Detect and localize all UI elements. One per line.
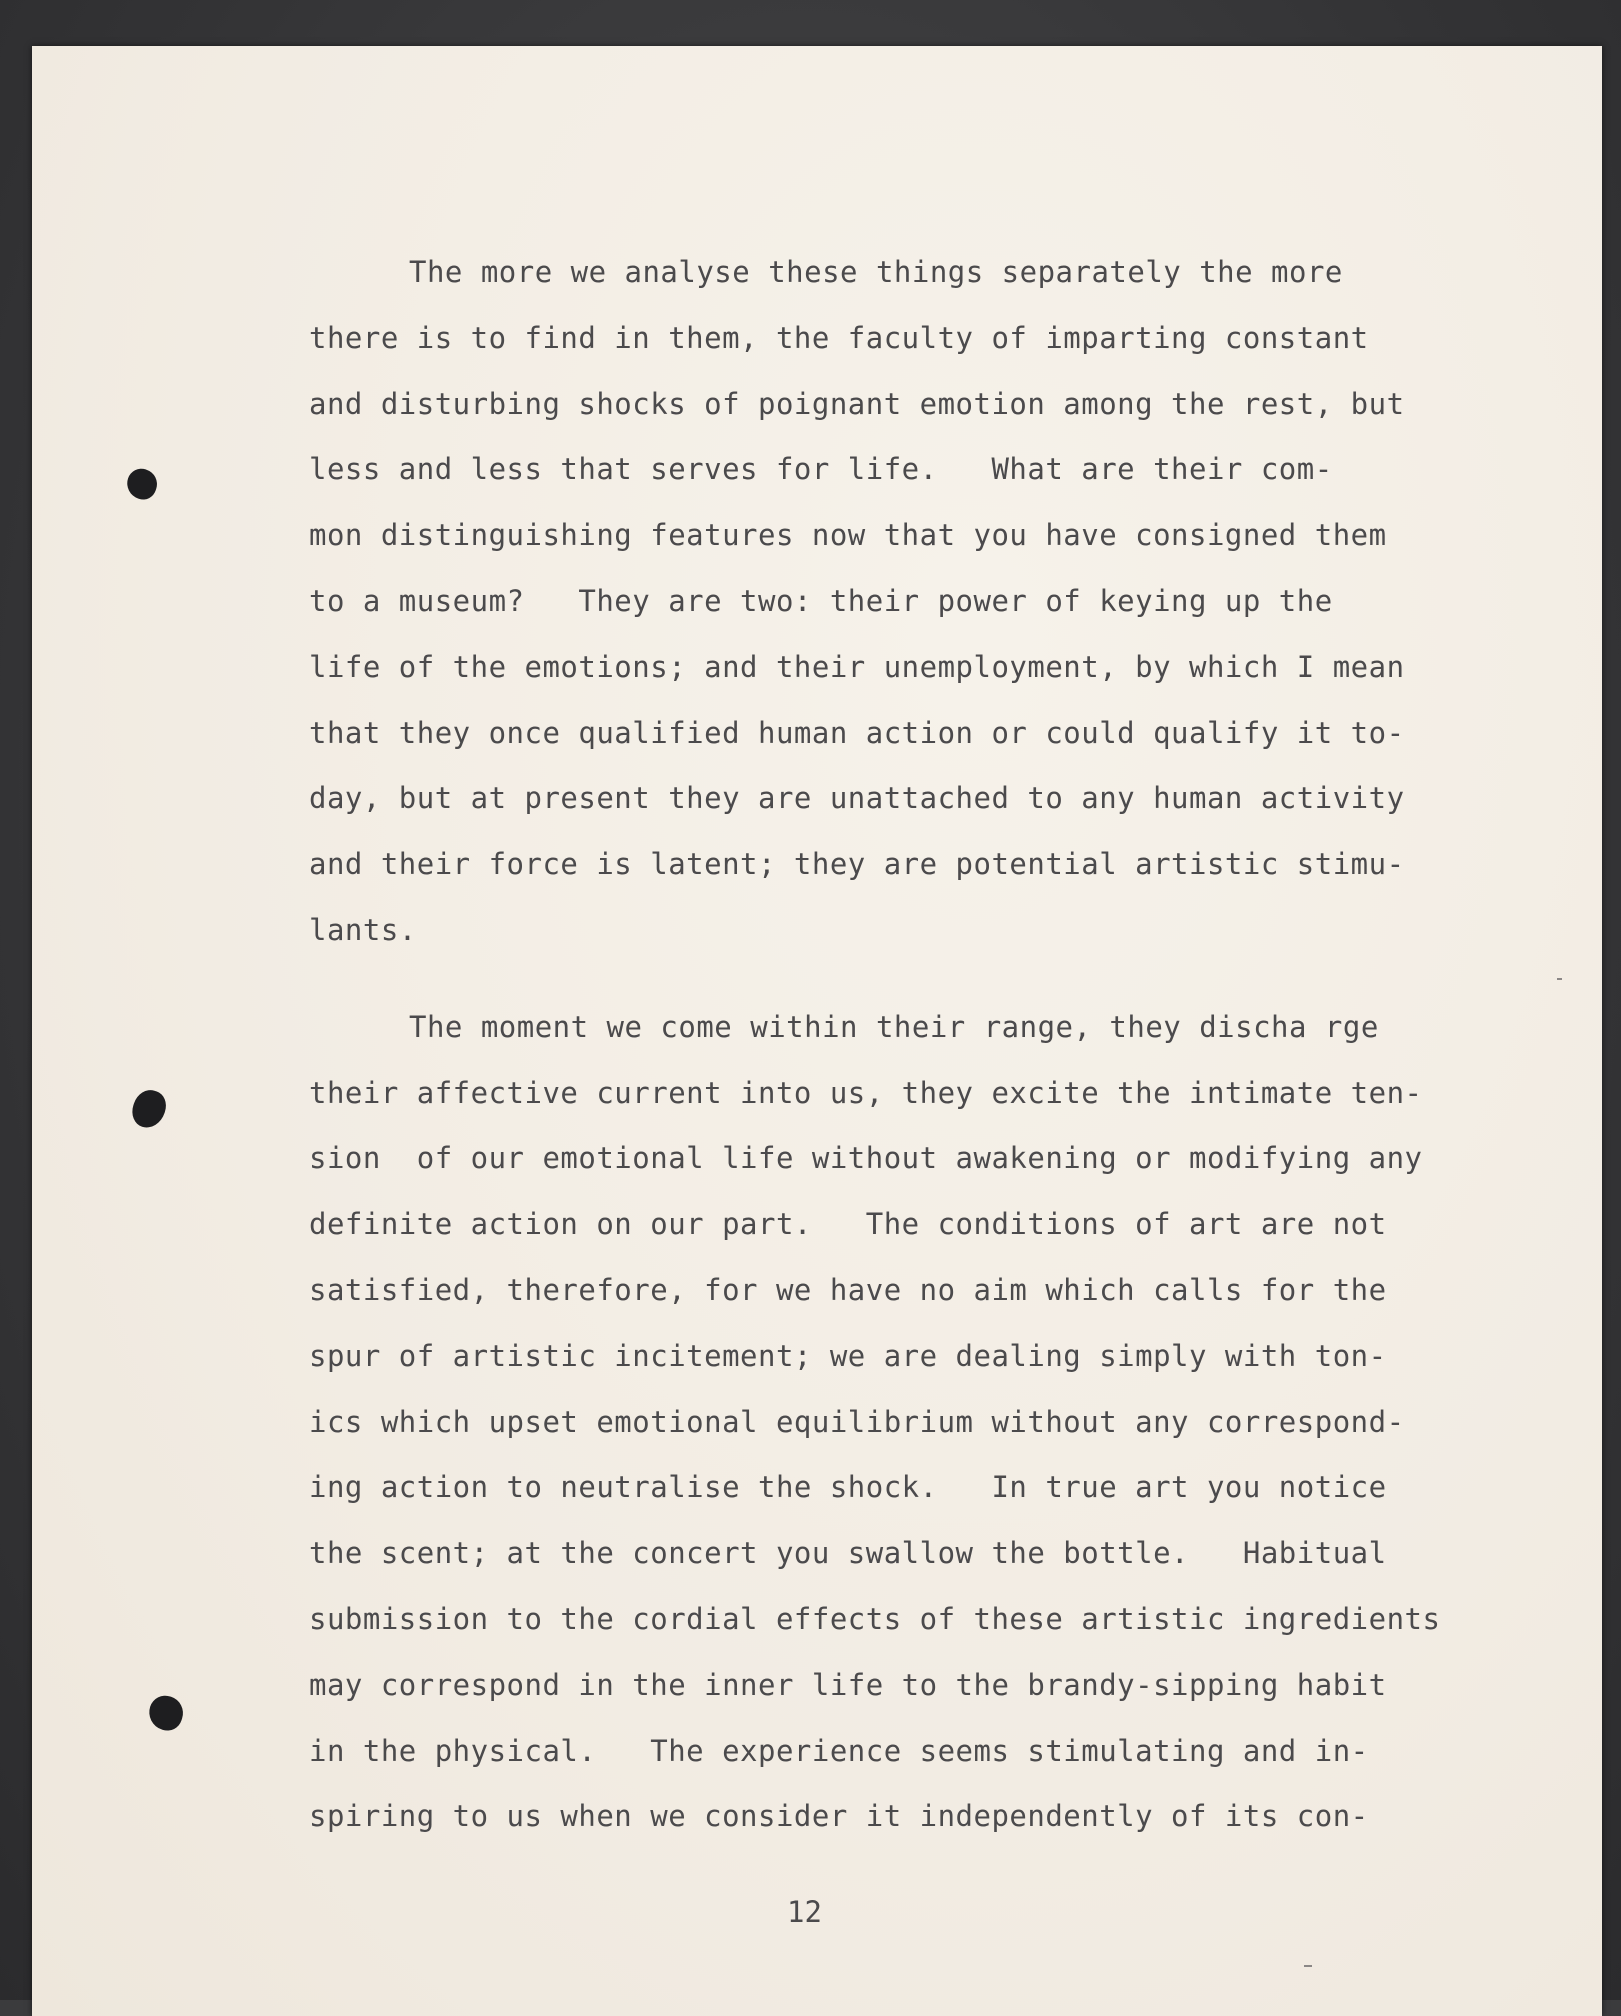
text-line: lants. xyxy=(309,912,417,947)
text-line: ics which upset emotional equilibrium without any correspond- xyxy=(309,1404,1405,1439)
body-text xyxy=(309,240,1569,1850)
text-line: The moment we come within their range, they discha rge xyxy=(409,1009,1379,1044)
text-line: and disturbing shocks of poignant emotion among the rest, but xyxy=(309,386,1405,421)
text-line: the scent; at the concert you swallow the bottle. Habitual xyxy=(309,1536,1387,1571)
text-line: spur of artistic incitement; we are dealing simply with ton- xyxy=(309,1338,1387,1373)
binder-hole-bottom xyxy=(145,1692,188,1735)
text-line: and their force is latent; they are potential artistic stimu- xyxy=(309,847,1405,882)
paragraph-2 xyxy=(309,995,1569,1850)
text-line: there is to find in them, the faculty of imparting constant xyxy=(309,320,1369,355)
paragraph-gap xyxy=(309,964,1569,995)
text-line: to a museum? They are two: their power of keying up the xyxy=(309,583,1333,618)
text-line: ing action to neutralise the shock. In true art you notice xyxy=(309,1470,1387,1505)
text-line: spiring to us when we consider it independently of its con- xyxy=(309,1799,1369,1834)
binder-hole-top xyxy=(123,465,161,503)
text-line: mon distinguishing features now that you have consigned them xyxy=(309,518,1387,553)
text-line: sion of our emotional life without awakening or modifying any xyxy=(309,1141,1423,1176)
binder-hole-middle xyxy=(128,1086,170,1132)
text-line: satisfied, therefore, for we have no aim which calls for the xyxy=(309,1272,1387,1307)
text-line: life of the emotions; and their unemployment, by which I mean xyxy=(309,649,1405,684)
text-line: in the physical. The experience seems stimulating and in- xyxy=(309,1733,1369,1768)
text-line: may correspond in the inner life to the brandy-sipping habit xyxy=(309,1667,1387,1702)
text-line: day, but at present they are unattached to any human activity xyxy=(309,781,1405,816)
paper-speck xyxy=(1304,1965,1312,1967)
text-line: definite action on our part. The conditions of art are not xyxy=(309,1207,1387,1242)
text-line: submission to the cordial effects of these artistic ingredients xyxy=(309,1601,1441,1636)
paragraph-1 xyxy=(309,240,1569,964)
text-line: their affective current into us, they excite the intimate ten- xyxy=(309,1075,1423,1110)
text-line: The more we analyse these things separately the more xyxy=(409,255,1343,289)
text-line: less and less that serves for life. What are their com- xyxy=(309,452,1333,487)
text-line: that they once qualified human action or could qualify it to- xyxy=(309,715,1405,750)
page-number: 12 xyxy=(787,1895,822,1929)
